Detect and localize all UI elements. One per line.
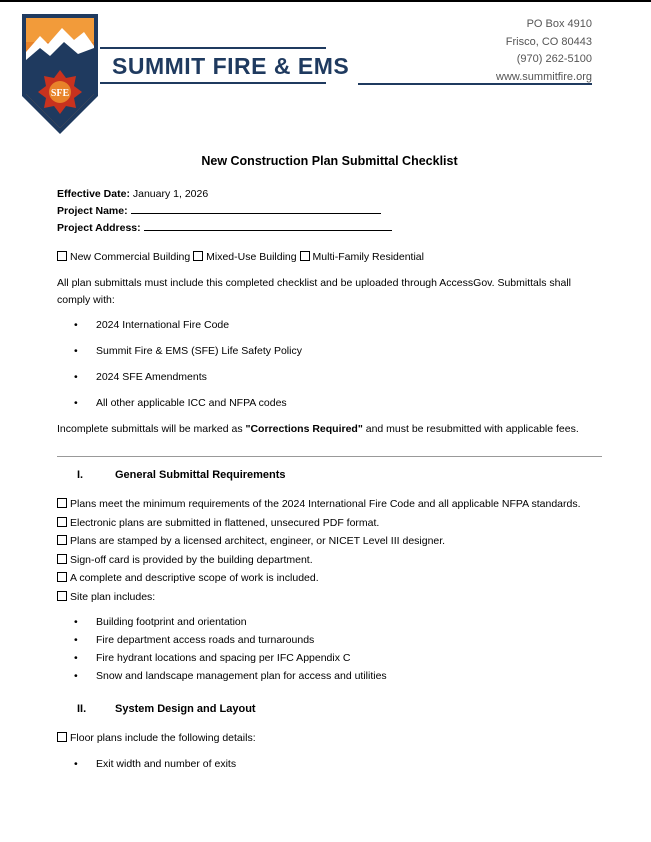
code-list <box>57 317 602 412</box>
org-rule-top <box>100 47 326 49</box>
checklist-label: Electronic plans are submitted in flattened, unsecured PDF format. <box>70 516 380 529</box>
address-line1: PO Box 4910 <box>526 18 592 30</box>
list-item: • Building footprint and orientation <box>96 614 602 631</box>
incomplete-bold: "Corrections Required" <box>245 423 363 435</box>
project-name-field[interactable] <box>131 203 381 214</box>
list-item: • All other applicable ICC and NFPA codes <box>96 395 602 412</box>
project-address-label: Project Address: <box>57 222 141 234</box>
checkbox[interactable] <box>57 554 67 564</box>
checkbox[interactable] <box>57 591 67 601</box>
list-item: • Snow and landscape management plan for access and utilities <box>96 668 602 685</box>
document-body <box>57 150 602 782</box>
address-line2: Frisco, CO 80443 <box>505 35 592 48</box>
checklist-item <box>57 551 602 570</box>
checklist-label: Sign-off card is provided by the building department. <box>70 553 313 566</box>
section-title: System Design and Layout <box>115 703 256 715</box>
section-divider <box>57 456 602 457</box>
checklist-item <box>57 532 602 551</box>
checklist-label: Site plan includes: <box>70 590 156 603</box>
mixed-use-checkbox[interactable] <box>193 251 203 261</box>
checklist-label: Plans meet the minimum requirements of the 2024 International Fire Code and all applicable NFPA standards. <box>70 498 581 510</box>
building-type-options <box>57 249 602 265</box>
website: www.summitfire.org <box>496 70 592 83</box>
top-border <box>0 0 651 2</box>
project-name-row <box>57 203 602 220</box>
list-item: • Fire hydrant locations and spacing per IFC Appendix C <box>96 650 602 667</box>
checkbox[interactable] <box>57 572 67 582</box>
section-1-heading <box>57 469 602 481</box>
org-name: SUMMIT FIRE & EMS <box>112 53 350 79</box>
section-number: II. <box>77 703 87 715</box>
checklist-item <box>57 514 602 533</box>
project-address-field[interactable] <box>144 220 392 231</box>
building-type-label: Multi-Family Residential <box>312 251 424 263</box>
incomplete-pre: Incomplete submittals will be marked as <box>57 423 246 435</box>
section-number: I. <box>77 469 84 481</box>
list-item: • Fire department access roads and turnarounds <box>96 632 602 649</box>
checkbox[interactable] <box>57 732 67 742</box>
list-item: • 2024 International Fire Code <box>96 317 602 334</box>
section-title: General Submittal Requirements <box>115 469 286 481</box>
checklist-item <box>57 495 602 514</box>
section-2-heading <box>57 703 602 715</box>
checklist-item <box>57 588 602 607</box>
checklist-label: Plans are stamped by a licensed architect, engineer, or NICET Level III designer. <box>70 535 446 547</box>
checkbox[interactable] <box>57 498 67 508</box>
building-type-label: Mixed-Use Building <box>206 251 297 263</box>
phone: (970) 262-5100 <box>516 53 592 65</box>
org-rule-bottom <box>100 82 326 84</box>
contact-rule <box>358 83 592 85</box>
checklist-item <box>57 729 602 748</box>
effective-date-value: January 1, 2026 <box>129 188 209 200</box>
building-type-label: New Commercial Building <box>70 251 191 263</box>
floor-plan-list <box>57 756 602 773</box>
effective-date <box>57 186 602 203</box>
summit-fire-logo <box>18 12 102 136</box>
incomplete-notice <box>57 421 602 438</box>
checklist-item <box>57 569 602 588</box>
new-commercial-checkbox[interactable] <box>57 251 67 261</box>
list-item: • Exit width and number of exits <box>96 756 602 773</box>
project-address-row <box>57 220 602 237</box>
checkbox[interactable] <box>57 517 67 527</box>
intro-paragraph: All plan submittals must include this completed checklist and be uploaded through AccessGov. Submittals shall comply with: <box>57 277 571 306</box>
multi-family-checkbox[interactable] <box>300 251 310 261</box>
logo-text: SFE <box>50 88 70 99</box>
list-item: • Summit Fire & EMS (SFE) Life Safety Policy <box>96 343 602 360</box>
contact-block <box>496 16 592 86</box>
project-name-label: Project Name: <box>57 205 128 217</box>
incomplete-post: and must be resubmitted with applicable fees. <box>362 423 579 435</box>
site-plan-list <box>57 614 602 685</box>
checkbox[interactable] <box>57 535 67 545</box>
document-title: New Construction Plan Submittal Checklist <box>201 154 458 168</box>
checklist-label: Floor plans include the following details: <box>70 732 256 744</box>
list-item: • 2024 SFE Amendments <box>96 369 602 386</box>
effective-date-label: Effective Date: <box>57 188 130 200</box>
checklist-label: A complete and descriptive scope of work is included. <box>70 572 319 584</box>
